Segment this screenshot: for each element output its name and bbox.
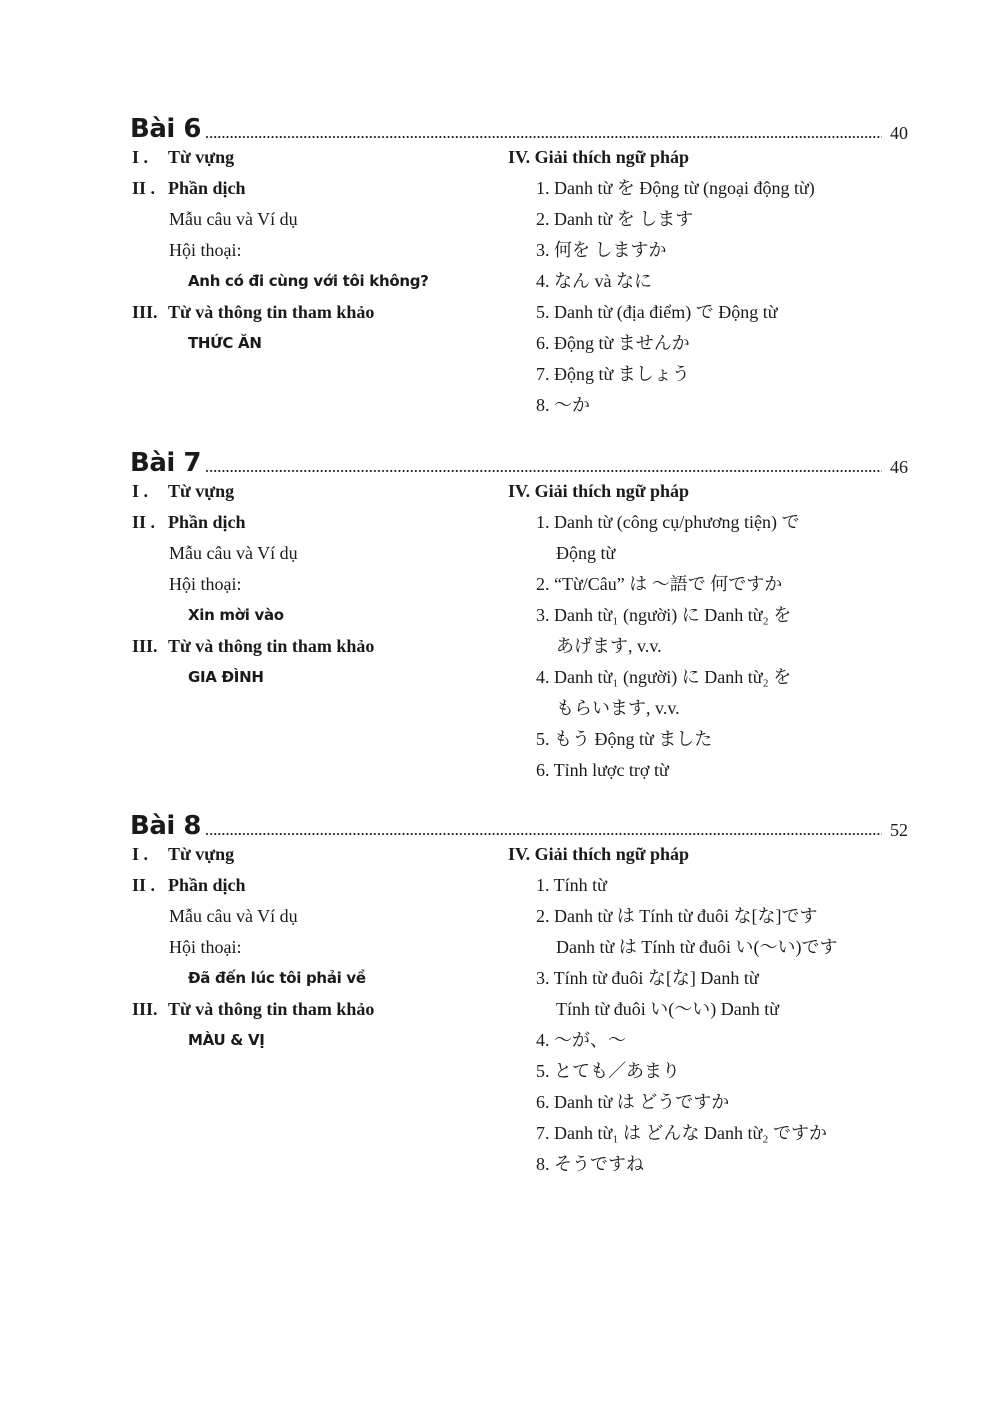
dot-leader	[205, 136, 882, 138]
grammar-point: もらいます, v.v.	[556, 698, 680, 718]
section-label: Phần dịch	[168, 512, 246, 532]
grammar-point: 3. Tính từ đuôi な[な] Danh từ	[536, 968, 759, 988]
section-label: Từ và thông tin tham khảo	[168, 636, 375, 656]
grammar-point: 1. Tính từ	[536, 875, 607, 895]
section-label: Từ vựng	[168, 147, 235, 167]
section-number: II .	[132, 875, 156, 895]
section-heading	[132, 870, 502, 901]
grammar-point: 5. とても／あまり	[536, 1061, 680, 1081]
section-number: I .	[132, 481, 149, 501]
left-column	[132, 476, 502, 693]
page-number: 40	[890, 123, 908, 143]
grammar-point: Tính từ đuôi い(～い) Danh từ	[556, 999, 779, 1019]
grammar-point: 8. そうですね	[536, 1154, 644, 1174]
lesson-title: Bài 7	[130, 448, 201, 478]
grammar-point: 6. Động từ ませんか	[536, 333, 690, 353]
grammar-point: 4. Danh từ₁ (người) に Danh từ₂ を	[536, 667, 792, 687]
section-label: Từ vựng	[168, 844, 235, 864]
grammar-point: Danh từ は Tính từ đuôi い(～い)です	[556, 937, 838, 957]
section-number: III.	[132, 636, 158, 656]
topic-title: THỨC ĂN	[188, 334, 262, 352]
subsection-item: Mẫu câu và Ví dụ	[169, 209, 298, 229]
right-column	[508, 476, 908, 786]
subsection-item: Mẫu câu và Ví dụ	[169, 543, 298, 563]
grammar-point: 7. Động từ ましょう	[536, 364, 690, 384]
section-label: Từ vựng	[168, 481, 235, 501]
grammar-point: 6. Tỉnh lược trợ từ	[536, 760, 669, 780]
subsection-item: Mẫu câu và Ví dụ	[169, 906, 298, 926]
lesson-title: Bài 6	[130, 114, 201, 144]
grammar-point: 2. Danh từ は Tính từ đuôi な[な]です	[536, 906, 818, 926]
grammar-heading: IV. Giải thích ngữ pháp	[508, 481, 690, 501]
grammar-heading: IV. Giải thích ngữ pháp	[508, 844, 690, 864]
section-label: Từ và thông tin tham khảo	[168, 999, 375, 1019]
section-heading	[132, 994, 502, 1025]
left-column	[132, 142, 502, 359]
section-heading	[132, 507, 502, 538]
grammar-point: 8. ～か	[536, 395, 590, 415]
section-number: I .	[132, 147, 149, 167]
grammar-point: 2. “Từ/Câu” は ～語で 何ですか	[536, 574, 783, 594]
dot-leader	[205, 833, 882, 835]
lesson-7-entry	[130, 442, 908, 780]
grammar-point: 1. Danh từ を Động từ (ngoại động từ)	[536, 178, 815, 198]
lesson-8-entry	[130, 805, 908, 1174]
section-number: II .	[132, 512, 156, 532]
left-column	[132, 839, 502, 1056]
section-heading	[132, 142, 502, 173]
topic-title: MÀU & VỊ	[188, 1031, 265, 1049]
topic-title: Đã đến lúc tôi phải về	[188, 969, 366, 987]
section-label: Từ và thông tin tham khảo	[168, 302, 375, 322]
grammar-point: 3. Danh từ₁ (người) に Danh từ₂ を	[536, 605, 792, 625]
grammar-point: 4. なん và なに	[536, 271, 652, 291]
section-heading	[132, 476, 502, 507]
section-number: III.	[132, 999, 158, 1019]
grammar-point: 4. ～が、～	[536, 1030, 626, 1050]
topic-title: Xin mời vào	[188, 606, 284, 624]
section-number: II .	[132, 178, 156, 198]
lesson-header	[132, 442, 908, 476]
section-heading	[132, 297, 502, 328]
right-column	[508, 839, 908, 1180]
section-label: Phần dịch	[168, 875, 246, 895]
grammar-point: 5. もう Động từ ました	[536, 729, 713, 749]
page-number: 46	[890, 457, 908, 477]
section-label: Phần dịch	[168, 178, 246, 198]
lesson-6-entry	[130, 108, 908, 415]
lesson-header	[132, 108, 908, 142]
topic-title: GIA ĐÌNH	[188, 668, 264, 686]
section-heading	[132, 839, 502, 870]
section-heading	[132, 173, 502, 204]
lesson-title: Bài 8	[130, 811, 201, 841]
grammar-point: Động từ	[556, 543, 616, 563]
grammar-point: あげます, v.v.	[556, 636, 662, 656]
section-heading	[132, 631, 502, 662]
grammar-heading: IV. Giải thích ngữ pháp	[508, 147, 690, 167]
lesson-header	[132, 805, 908, 839]
grammar-point: 5. Danh từ (địa điểm) で Động từ	[536, 302, 778, 322]
grammar-point: 6. Danh từ は どうですか	[536, 1092, 730, 1112]
right-column	[508, 142, 908, 421]
grammar-point: 7. Danh từ₁ は どんな Danh từ₂ ですか	[536, 1123, 828, 1143]
dot-leader	[205, 470, 882, 472]
grammar-point: 1. Danh từ (công cụ/phương tiện) で	[536, 512, 800, 532]
grammar-point: 3. 何を しますか	[536, 240, 667, 260]
subsection-item: Hội thoại:	[169, 240, 242, 260]
section-number: III.	[132, 302, 158, 322]
section-number: I .	[132, 844, 149, 864]
grammar-point: 2. Danh từ を します	[536, 209, 694, 229]
subsection-item: Hội thoại:	[169, 937, 242, 957]
topic-title: Anh có đi cùng với tôi không?	[188, 272, 429, 290]
subsection-item: Hội thoại:	[169, 574, 242, 594]
page-number: 52	[890, 820, 908, 840]
